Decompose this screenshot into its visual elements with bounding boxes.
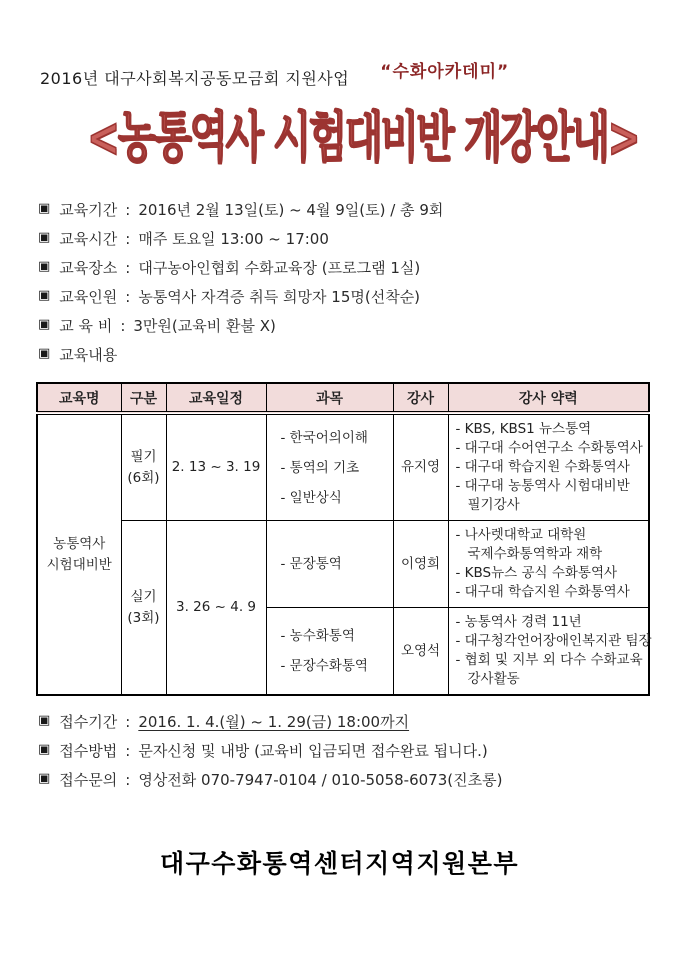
apply-value-underlined: 2016. 1. 4.(월) ~ 1. 29(금) 18:00까지 <box>138 713 410 731</box>
header-category: 구분 <box>121 383 166 413</box>
square-bullet-icon: ▣ <box>38 317 51 332</box>
square-bullet-icon: ▣ <box>38 742 51 757</box>
colon-separator: : <box>125 258 131 277</box>
info-label: 교육장소 <box>59 259 118 277</box>
cell-written-instructor: 유지영 <box>393 413 448 521</box>
cell-practical-schedule: 3. 26 ~ 4. 9 <box>166 521 266 696</box>
header-course-name: 교육명 <box>37 383 121 413</box>
course-table <box>36 382 650 696</box>
career-line: - 농통역사 경력 11년 <box>455 614 582 630</box>
career-line: - 대구청각언어장애인복지관 팀장 <box>455 633 652 649</box>
title-wrap <box>0 93 679 171</box>
course-name-line: 시험대비반 <box>46 556 112 573</box>
subject-line: - 한국어의이해 <box>280 429 368 446</box>
info-row-content <box>38 340 679 369</box>
subject-line: - 일반상식 <box>280 489 342 506</box>
career-line: - KBS뉴스 공식 수화통역사 <box>455 565 618 581</box>
apply-label: 접수기간 <box>59 713 118 731</box>
cell-practical1-subjects <box>266 521 393 608</box>
apply-row-contact <box>38 765 679 794</box>
table-row-practical-1 <box>37 521 649 608</box>
cell-written-career <box>448 413 649 521</box>
cell-practical1-career <box>448 521 649 608</box>
header-line <box>0 0 679 89</box>
cell-written-subjects <box>266 413 393 521</box>
square-bullet-icon: ▣ <box>38 713 51 728</box>
info-label: 교육기간 <box>59 201 118 219</box>
cell-practical2-instructor: 오영석 <box>393 608 448 696</box>
colon-separator: : <box>125 712 131 731</box>
info-label: 교육시간 <box>59 230 118 248</box>
info-row-fee <box>38 311 679 340</box>
info-value: 농통역사 자격증 취득 희망자 15명(선착순) <box>138 288 421 306</box>
info-row-place <box>38 253 679 282</box>
page-title: <농통역사 시험대비반 개강안내> <box>87 106 639 170</box>
career-line: - 나사렛대학교 대학원 <box>455 527 587 543</box>
type-line: 필기 <box>130 448 157 465</box>
career-line: - 대구대 학습지원 수화통역사 <box>455 584 630 600</box>
info-label: 교 육 비 <box>59 317 113 335</box>
academy-label: “수화아카데미” <box>380 62 510 82</box>
header-subject: 과목 <box>266 383 393 413</box>
info-value: 대구농아인협회 수화교육장 (프로그램 1실) <box>138 259 421 277</box>
organization-name: 대구수화통역센터지역지원본부 <box>159 849 520 878</box>
colon-separator: : <box>125 229 131 248</box>
square-bullet-icon: ▣ <box>38 771 51 786</box>
career-line: - 대구대 수어연구소 수화통역사 <box>455 440 643 456</box>
apply-row-period <box>38 707 679 736</box>
course-info-list <box>38 195 679 369</box>
table-row-written <box>37 413 649 521</box>
subject-line: - 통역의 기초 <box>280 459 360 476</box>
table-header-row <box>37 383 649 413</box>
square-bullet-icon: ▣ <box>38 288 51 303</box>
apply-value: 영상전화 070-7947-0104 / 010-5058-6073(진초롱) <box>138 771 503 789</box>
cell-course-name <box>37 413 121 695</box>
apply-label: 접수문의 <box>59 771 118 789</box>
program-title: 2016년 대구사회복지공동모금회 지원사업 <box>40 69 350 88</box>
cell-practical-type <box>121 521 166 696</box>
type-line: 실기 <box>130 588 157 605</box>
table-head <box>37 383 649 413</box>
footer <box>0 844 679 880</box>
apply-row-method <box>38 736 679 765</box>
type-line: (6회) <box>127 469 160 486</box>
career-line: - 대구대 농통역사 시험대비반 <box>455 478 630 494</box>
info-label: 교육내용 <box>59 346 118 364</box>
apply-value: 문자신청 및 내방 (교육비 입금되면 접수완료 됩니다.) <box>138 742 488 760</box>
info-value: 2016년 2월 13일(토) ~ 4월 9일(토) / 총 9회 <box>138 201 444 219</box>
apply-label: 접수방법 <box>59 742 118 760</box>
career-line: 국제수화통역학과 재학 <box>467 546 603 562</box>
square-bullet-icon: ▣ <box>38 346 51 361</box>
subject-line: - 문장수화통역 <box>280 658 368 674</box>
cell-written-schedule: 2. 13 ~ 3. 19 <box>166 413 266 521</box>
colon-separator: : <box>125 200 131 219</box>
apply-info-list <box>38 707 679 794</box>
square-bullet-icon: ▣ <box>38 259 51 274</box>
header-schedule: 교육일정 <box>166 383 266 413</box>
career-line: 필기강사 <box>467 497 520 513</box>
course-name-line: 농통역사 <box>53 535 106 552</box>
subject-line: - 문장통역 <box>280 556 342 572</box>
header-career: 강사 약력 <box>448 383 649 413</box>
info-row-period <box>38 195 679 224</box>
colon-separator: : <box>125 741 131 760</box>
info-value: 3만원(교육비 환불 X) <box>133 317 276 335</box>
colon-separator: : <box>125 287 131 306</box>
table-body <box>37 413 652 695</box>
cell-practical2-career <box>448 608 652 696</box>
cell-practical1-instructor: 이영희 <box>393 521 448 608</box>
type-line: (3회) <box>127 609 160 626</box>
career-line: - 협회 및 지부 외 다수 수화교육 <box>455 652 643 668</box>
career-line: 강사활동 <box>467 671 520 687</box>
cell-written-type <box>121 413 166 521</box>
header-instructor: 강사 <box>393 383 448 413</box>
square-bullet-icon: ▣ <box>38 230 51 245</box>
cell-practical2-subjects <box>266 608 393 696</box>
subject-line: - 농수화통역 <box>280 628 355 644</box>
info-label: 교육인원 <box>59 288 118 306</box>
info-value: 매주 토요일 13:00 ~ 17:00 <box>138 230 329 248</box>
info-row-capacity <box>38 282 679 311</box>
colon-separator: : <box>120 316 126 335</box>
square-bullet-icon: ▣ <box>38 201 51 216</box>
career-line: - 대구대 학습지원 수화통역사 <box>455 459 630 475</box>
colon-separator: : <box>125 770 131 789</box>
career-line: - KBS, KBS1 뉴스통역 <box>455 421 592 437</box>
course-table-wrap <box>36 382 679 696</box>
info-row-time <box>38 224 679 253</box>
